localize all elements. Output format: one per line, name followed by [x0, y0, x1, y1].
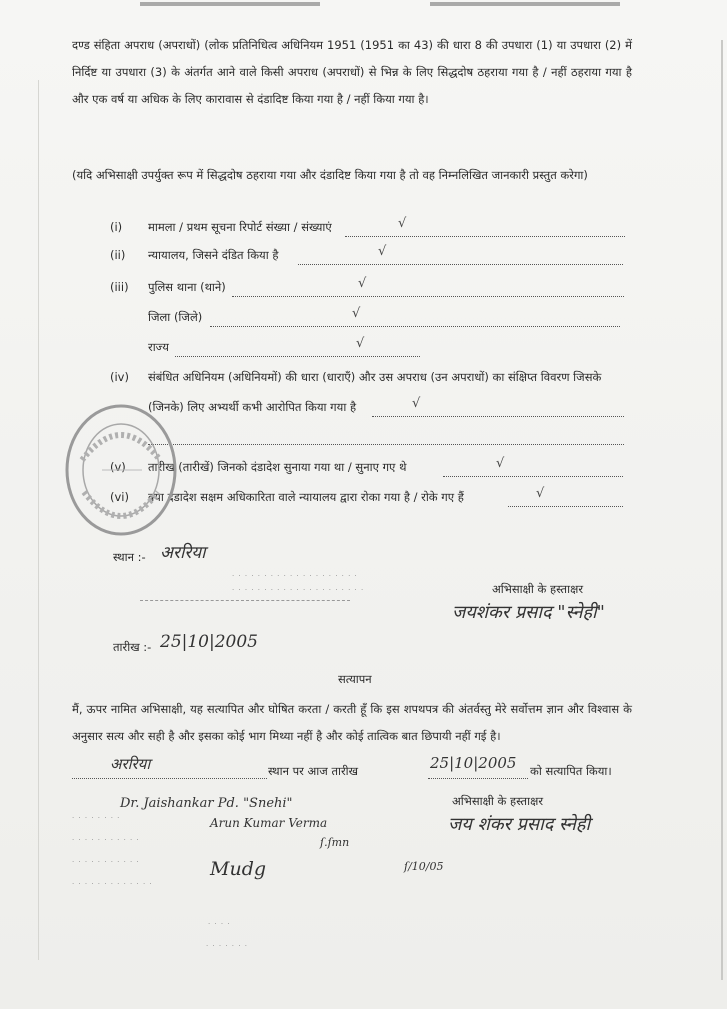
tick-mark: √ — [536, 486, 545, 501]
page-edge — [721, 40, 723, 980]
tick-mark: √ — [352, 306, 361, 321]
scan-artifact — [140, 600, 350, 601]
tick-mark: √ — [496, 456, 505, 471]
fill-line — [372, 416, 624, 417]
top-scan-line — [140, 2, 320, 6]
deponent-signature-label: अभिसाक्षी के हस्ताक्षर — [492, 582, 584, 596]
item-label-stay-order: क्या दंडादेश सक्षम अधिकारिता वाले न्यायालय द्वारा रोका गया है / रोके गए हैं — [148, 490, 464, 504]
fill-line — [232, 296, 624, 297]
notary-signature: Mudg — [210, 858, 267, 880]
fill-line — [210, 326, 620, 327]
fill-line — [148, 444, 624, 445]
faint-bleed-text: · · · · · · · · · · · · · · · · · · · · · — [232, 586, 365, 594]
faint-bleed-text: · · · · · · · — [206, 942, 248, 950]
opening-paragraph: दण्ड संहिता अपराध (अपराधों) (लोक प्रतिनिधित्व अधिनियम 1951 (1951 का 43) की धारा 8 की उपधारा (1) या उपधारा (2) में निर्दिष्ट या उपधारा (3) के अंतर्गत आने वाले किसी अपराध (अपराधों) से भिन्न के लिए सिद्धदोष ठहराया गया है / नहीं ठहराया गया है और एक वर्ष या अधिक के लिए कारावास से दंडादिष्ट किया गया है / नहीं किया गया है। — [72, 38, 632, 106]
identified-by: Arun Kumar Verma — [210, 816, 328, 830]
faint-bleed-text: · · · · · · · · · · · — [72, 836, 140, 844]
item-label-sentence-dates: तारीख (तारीखें) जिनको दंडादेश सुनाया गया था / सुनाए गए थे — [148, 460, 407, 474]
fill-line — [508, 506, 623, 507]
fill-line — [428, 778, 528, 779]
notary-handwritten-note: ſ.ſmn — [320, 836, 350, 849]
item-number: (iv) — [110, 370, 129, 384]
place-handwritten: अररिया — [160, 543, 206, 563]
verification-signature: जय शंकर प्रसाद स्नेही — [448, 814, 591, 835]
item-label-state: राज्य — [148, 340, 169, 354]
verification-heading: सत्यापन — [338, 672, 372, 686]
top-scan-line — [430, 2, 620, 6]
deponent-signature: जयशंकर प्रसाद "स्नेही" — [452, 602, 605, 623]
item-number: (ii) — [110, 248, 126, 262]
item-label-court: न्यायालय, जिसने दंडित किया है — [148, 248, 279, 262]
item-number: (i) — [110, 220, 123, 234]
tick-mark: √ — [378, 244, 387, 259]
item-number: (iii) — [110, 280, 129, 294]
fill-line — [175, 356, 420, 357]
official-seal-stamp — [62, 400, 180, 540]
date-label: तारीख :- — [113, 640, 152, 654]
tick-mark: √ — [358, 276, 367, 291]
verification-suffix: को सत्यापित किया। — [530, 764, 612, 778]
faint-bleed-text: · · · · · · · · — [72, 814, 121, 822]
faint-bleed-text: · · · · · · · · · · · · · — [72, 880, 153, 888]
date-handwritten: 25|10|2005 — [160, 632, 258, 652]
tick-mark: √ — [412, 396, 421, 411]
tick-mark: √ — [398, 216, 407, 231]
tick-mark: √ — [356, 336, 365, 351]
item-label-district: जिला (जिले) — [148, 310, 203, 324]
item-number: (vi) — [110, 490, 129, 504]
fill-line — [443, 476, 623, 477]
page-fold — [38, 80, 39, 960]
item-number: (v) — [110, 460, 126, 474]
fill-line — [298, 264, 623, 265]
verification-signature-label: अभिसाक्षी के हस्ताक्षर — [452, 794, 544, 808]
intro-note: (यदि अभिसाक्षी उपर्युक्त रूप में सिद्धदोष ठहराया गया और दंडादिष्ट किया गया है तो वह निम्नलिखित जानकारी प्रस्तुत करेगा) — [72, 168, 588, 182]
fill-line — [345, 236, 625, 237]
item-label-police-station: पुलिस थाना (थाने) — [148, 280, 226, 294]
faint-bleed-text: · · · · · · · · · · · · · · · · · · · · — [232, 572, 358, 580]
item-label-case-numbers: मामला / प्रथम सूचना रिपोर्ट संख्या / संख्याएं — [148, 220, 332, 234]
place-label: स्थान :- — [113, 550, 146, 564]
item-label-act-sections-cont: (जिनके) लिए अभ्यर्थी कभी आरोपित किया गया है — [148, 400, 357, 414]
verification-place-handwritten: अररिया — [110, 755, 151, 773]
identifier-name: Dr. Jaishankar Pd. "Snehi" — [120, 796, 293, 811]
verification-date-handwritten: 25|10|2005 — [430, 754, 517, 772]
fill-line — [72, 778, 267, 779]
notary-handwritten-date: ſ/10/05 — [404, 860, 444, 873]
faint-bleed-text: · · · · — [208, 920, 231, 928]
verification-place-date-text: स्थान पर आज तारीख — [268, 764, 359, 778]
item-label-act-sections: संबंधित अधिनियम (अधिनियमों) की धारा (धाराएँ) और उस अपराध (उन अपराधों) का संक्षिप्त विवरण जिसके — [148, 370, 602, 384]
verification-text: मैं, ऊपर नामित अभिसाक्षी, यह सत्यापित और घोषित करता / करती हूँ कि इस शपथपत्र की अंतर्वस्तु मेरे सर्वोत्तम ज्ञान और विश्वास के अनुसार सत्य और सही है और इसका कोई भाग मिथ्या नहीं है और कोई तात्विक बात छिपायी नहीं गई है। — [72, 702, 632, 743]
faint-bleed-text: · · · · · · · · · · · — [72, 858, 140, 866]
